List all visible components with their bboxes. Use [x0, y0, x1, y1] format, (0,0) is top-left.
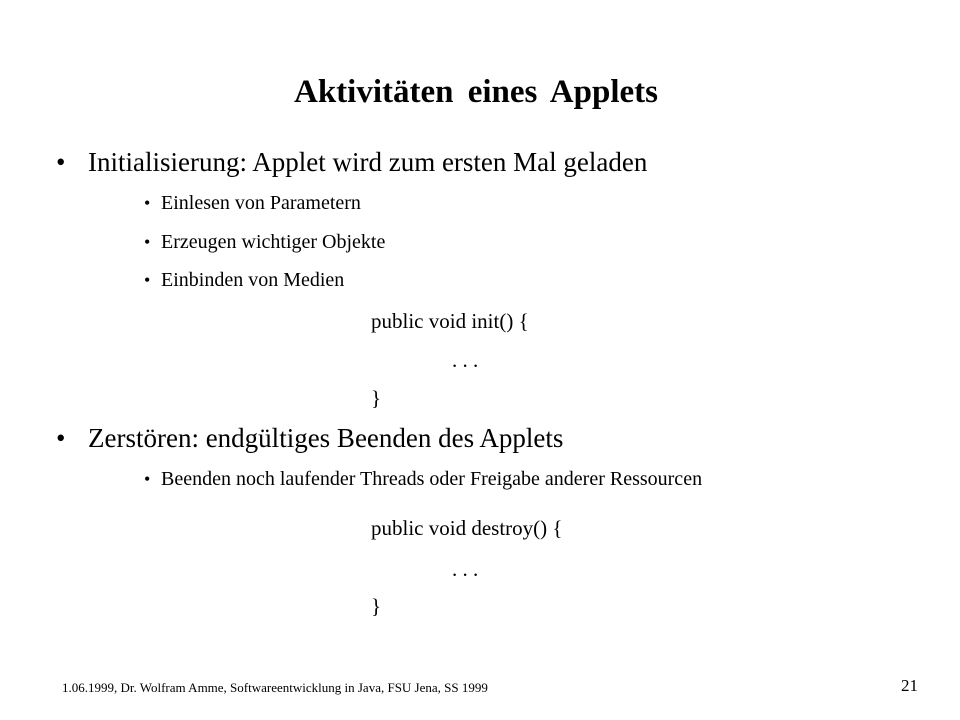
subbullet-parameter	[144, 191, 361, 215]
slide-footer: 1.06.1999, Dr. Wolfram Amme, Softwareentwicklung in Java, FSU Jena, SS 1999	[62, 680, 488, 695]
subbullet-dot: •	[144, 270, 151, 290]
bullet-text: Zerstören: endgültiges Beenden des Applets	[88, 423, 564, 453]
code-init-close: }	[371, 386, 382, 410]
bullet-zerstoeren	[56, 422, 563, 454]
page-number: 21	[901, 676, 918, 695]
subbullet-medien	[144, 268, 344, 292]
bullet-text: Initialisierung: Applet wird zum ersten Mal geladen	[88, 147, 648, 177]
subbullet-dot: •	[144, 193, 151, 213]
slide-title: Aktivitäten eines Applets	[293, 74, 658, 110]
subbullet-text: Erzeugen wichtiger Objekte	[161, 231, 386, 253]
subbullet-dot: •	[144, 469, 151, 489]
code-destroy-body: . . .	[452, 557, 479, 581]
code-destroy-signature: public void destroy() {	[371, 516, 563, 540]
subbullet-text: Einlesen von Parametern	[161, 192, 361, 214]
bullet-dot: •	[56, 423, 66, 453]
subbullet-objekte	[144, 230, 385, 254]
bullet-initialisierung	[56, 146, 647, 178]
bullet-dot: •	[56, 147, 66, 177]
code-init-body: . . .	[452, 348, 479, 372]
subbullet-dot: •	[144, 232, 151, 252]
subbullet-text: Einbinden von Medien	[161, 269, 345, 291]
subbullet-text: Beenden noch laufender Threads oder Freigabe anderer Ressourcen	[161, 468, 703, 490]
subbullet-threads	[144, 467, 702, 491]
code-destroy-close: }	[371, 594, 382, 618]
code-init-signature: public void init() {	[371, 309, 529, 333]
